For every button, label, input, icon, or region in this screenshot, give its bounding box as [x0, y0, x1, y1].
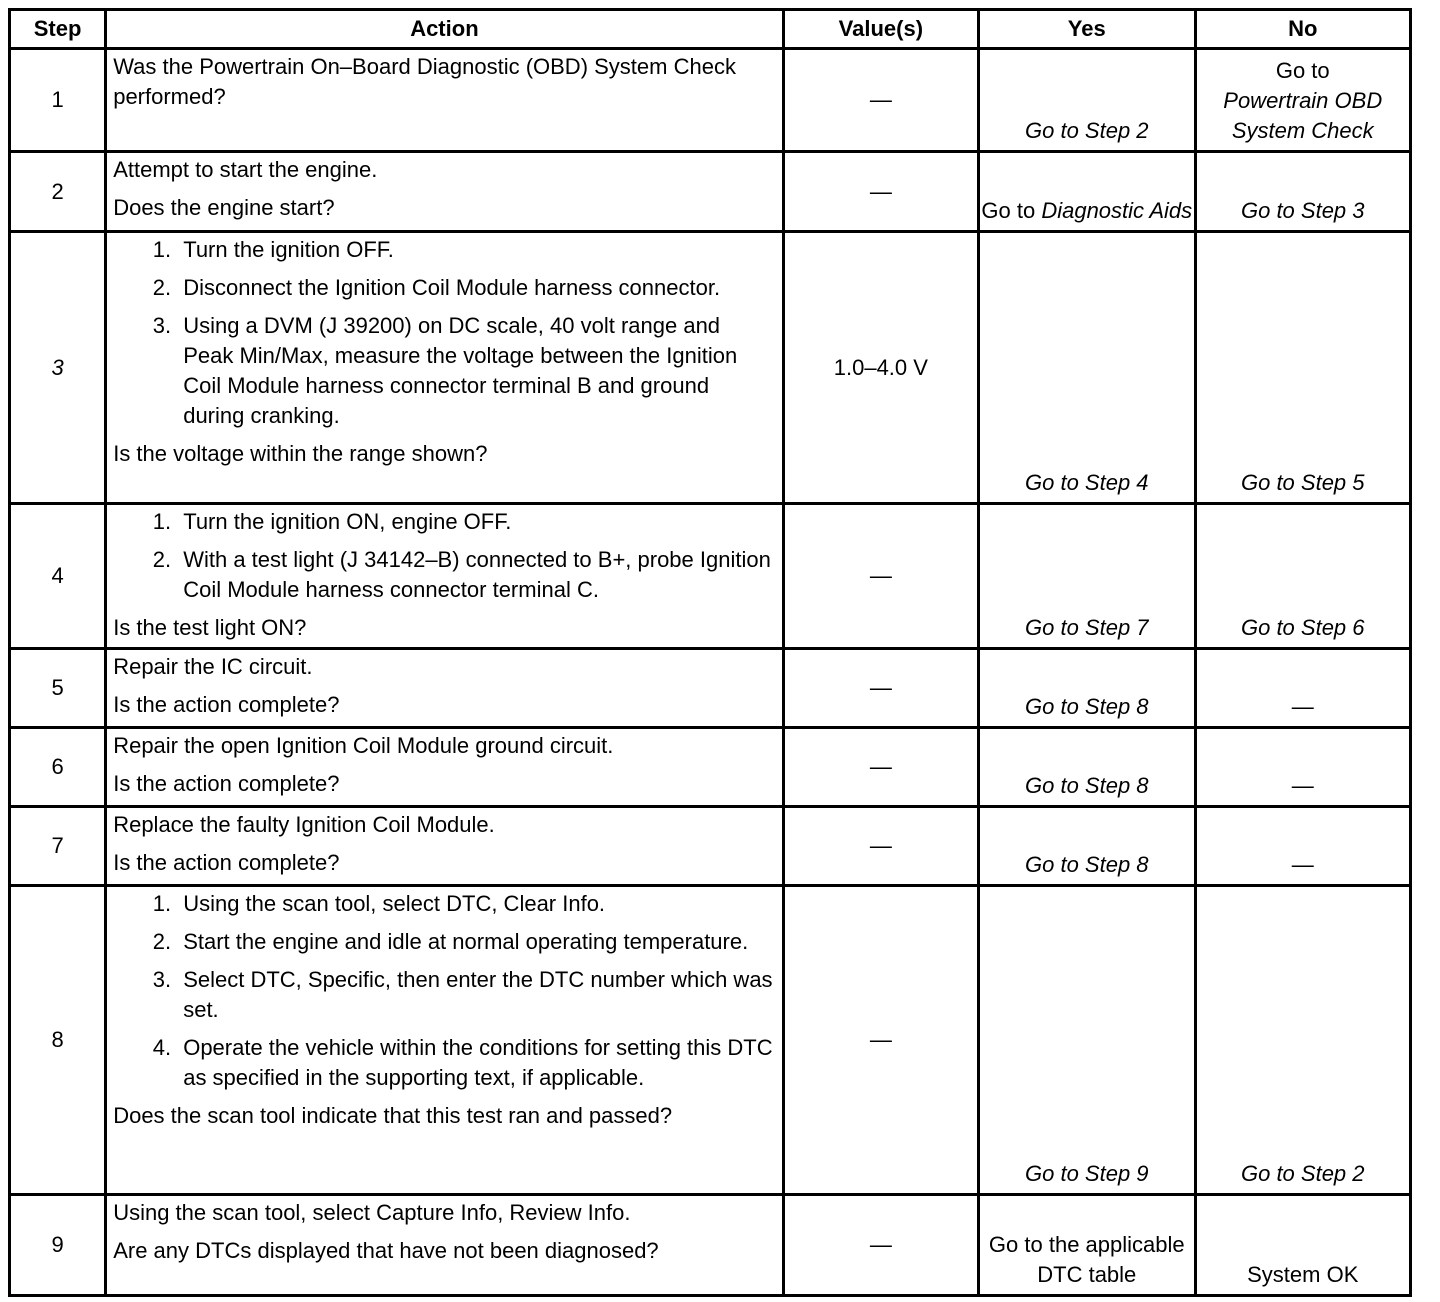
header-values: Value(s): [783, 10, 978, 49]
action-text: Attempt to start the engine.: [113, 157, 378, 182]
table-row: [10, 886, 1411, 1195]
no-cell: —: [1195, 728, 1411, 807]
action-text: Using the scan tool, select Capture Info, Review Info.: [113, 1200, 631, 1225]
value-cell: —: [783, 886, 978, 1195]
step-number: 8: [10, 886, 106, 1195]
header-step: Step: [10, 10, 106, 49]
yes-cell[interactable]: [979, 152, 1195, 232]
table-row: [10, 1195, 1411, 1296]
action-cell: [106, 232, 783, 504]
action-step-item: 1. Using the scan tool, select DTC, Clear Info.: [177, 889, 775, 919]
value-cell: —: [783, 49, 978, 152]
action-text: Replace the faulty Ignition Coil Module.: [113, 812, 495, 837]
table-row: [10, 232, 1411, 504]
value-cell: 1.0–4.0 V: [783, 232, 978, 504]
action-question: Is the test light ON?: [113, 615, 307, 640]
action-cell: [106, 152, 783, 232]
yes-cell[interactable]: Go to Step 4: [979, 232, 1195, 504]
step-number: 6: [10, 728, 106, 807]
action-text: Was the Powertrain On–Board Diagnostic (OBD) System Check performed?: [113, 54, 736, 109]
action-step-item: 1. Turn the ignition ON, engine OFF.: [177, 507, 775, 537]
action-step-item: 3. Select DTC, Specific, then enter the DTC number which was set.: [177, 965, 775, 1025]
action-question: Is the voltage within the range shown?: [113, 441, 488, 466]
no-cell[interactable]: Go to Step 6: [1195, 504, 1411, 649]
no-cell[interactable]: Go to Step 5: [1195, 232, 1411, 504]
action-question: Is the action complete?: [113, 850, 340, 875]
no-link[interactable]: Powertrain OBD System Check: [1223, 88, 1383, 143]
action-step-item: 2. Start the engine and idle at normal operating temperature.: [177, 927, 775, 957]
value-cell: —: [783, 1195, 978, 1296]
no-cell[interactable]: Go to Step 3: [1195, 152, 1411, 232]
action-steps: [113, 507, 775, 605]
header-row: [10, 10, 1411, 49]
action-text: Repair the IC circuit.: [113, 654, 313, 679]
header-no: No: [1195, 10, 1411, 49]
action-cell: [106, 649, 783, 728]
action-step-item: 2. Disconnect the Ignition Coil Module harness connector.: [177, 273, 775, 303]
yes-cell[interactable]: Go to Step 8: [979, 807, 1195, 886]
header-action: Action: [106, 10, 783, 49]
action-steps: [113, 235, 775, 431]
action-steps: [113, 889, 775, 1093]
yes-prefix: Go to: [981, 198, 1036, 223]
step-number: 5: [10, 649, 106, 728]
action-question: Are any DTCs displayed that have not been diagnosed?: [113, 1238, 659, 1263]
header-yes: Yes: [979, 10, 1195, 49]
yes-cell[interactable]: Go to Step 8: [979, 649, 1195, 728]
step-number: 4: [10, 504, 106, 649]
step-number: 1: [10, 49, 106, 152]
no-cell[interactable]: Go to Step 2: [1195, 886, 1411, 1195]
action-cell: [106, 728, 783, 807]
value-cell: —: [783, 504, 978, 649]
action-cell: [106, 807, 783, 886]
action-question: Does the engine start?: [113, 195, 335, 220]
table-row: [10, 807, 1411, 886]
table-row: [10, 152, 1411, 232]
action-step-item: 2. With a test light (J 34142–B) connected to B+, probe Ignition Coil Module harness connector terminal C.: [177, 545, 775, 605]
no-cell[interactable]: [1195, 49, 1411, 152]
no-cell: —: [1195, 807, 1411, 886]
yes-cell[interactable]: Go to Step 9: [979, 886, 1195, 1195]
value-cell: —: [783, 807, 978, 886]
no-cell: —: [1195, 649, 1411, 728]
action-step-item: 1. Turn the ignition OFF.: [177, 235, 775, 265]
table-row: [10, 728, 1411, 807]
step-number: 2: [10, 152, 106, 232]
action-question: Does the scan tool indicate that this test ran and passed?: [113, 1103, 673, 1128]
table-row: [10, 49, 1411, 152]
value-cell: —: [783, 649, 978, 728]
action-cell: [106, 504, 783, 649]
yes-cell[interactable]: Go to Step 2: [979, 49, 1195, 152]
action-cell: [106, 886, 783, 1195]
value-cell: —: [783, 728, 978, 807]
value-cell: —: [783, 152, 978, 232]
action-step-item: 4. Operate the vehicle within the conditions for setting this DTC as specified in the supporting text, if applicable.: [177, 1033, 775, 1093]
yes-cell[interactable]: Go to Step 7: [979, 504, 1195, 649]
yes-cell[interactable]: Go to Step 8: [979, 728, 1195, 807]
table-row: [10, 504, 1411, 649]
step-number: 7: [10, 807, 106, 886]
action-question: Is the action complete?: [113, 692, 340, 717]
yes-link[interactable]: Diagnostic Aids: [1041, 198, 1193, 223]
action-question: Is the action complete?: [113, 771, 340, 796]
action-step-item: 3. Using a DVM (J 39200) on DC scale, 40 volt range and Peak Min/Max, measure the voltage between the Ignition Coil Module harness connector terminal B and ground during cranking.: [177, 311, 775, 431]
diagnostic-table: [8, 8, 1412, 1297]
step-number: 9: [10, 1195, 106, 1296]
step-number: 3: [10, 232, 106, 504]
yes-cell[interactable]: Go to the applicable DTC table: [979, 1195, 1195, 1296]
action-cell: [106, 49, 783, 152]
no-prefix: Go to: [1275, 58, 1330, 83]
table-row: [10, 649, 1411, 728]
action-cell: [106, 1195, 783, 1296]
no-cell: System OK: [1195, 1195, 1411, 1296]
action-text: Repair the open Ignition Coil Module ground circuit.: [113, 733, 614, 758]
